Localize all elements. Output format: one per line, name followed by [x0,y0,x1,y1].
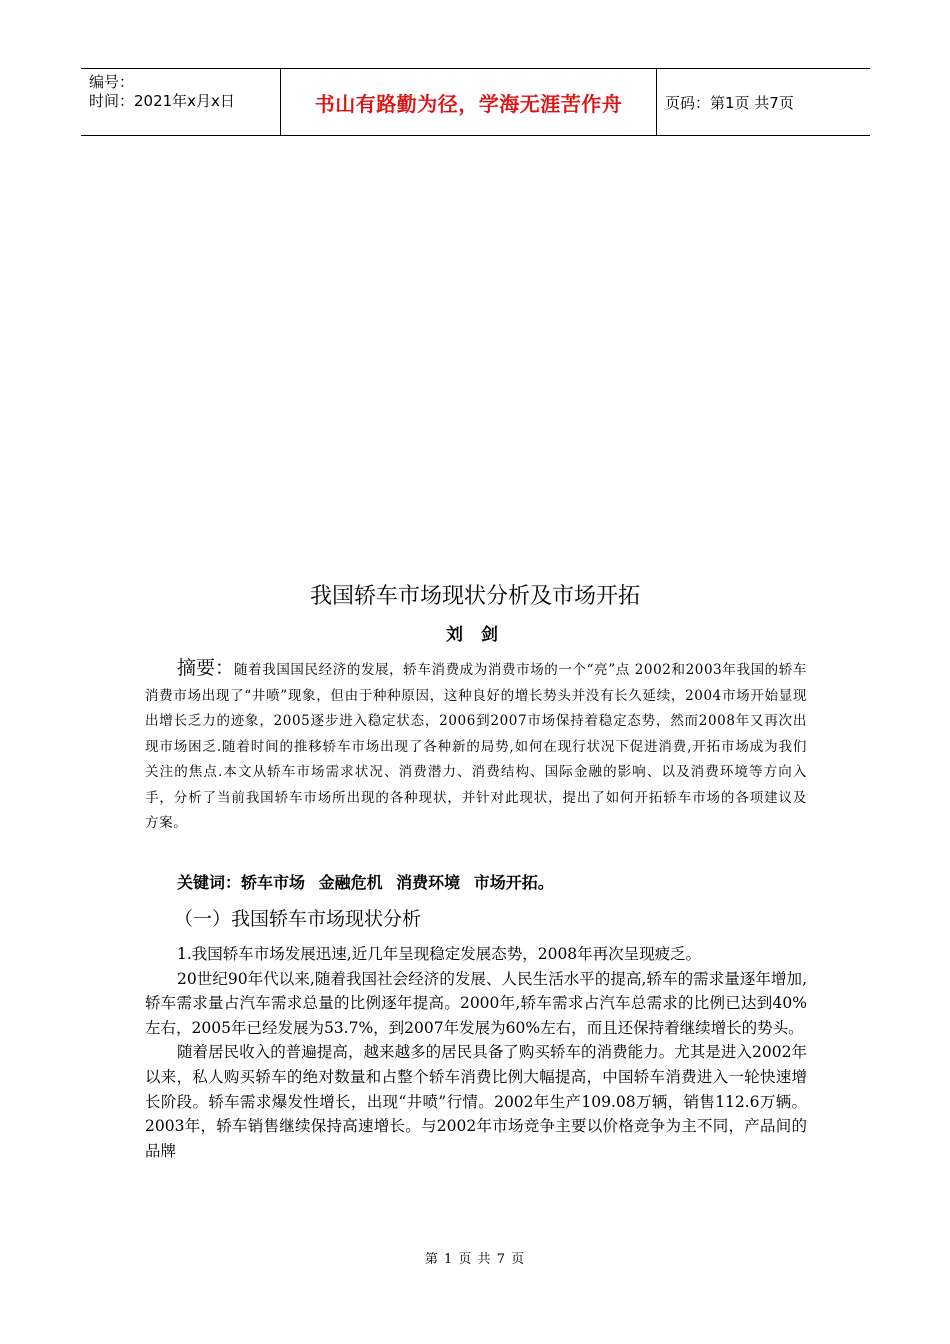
header-number: 编号： [89,73,135,91]
document-author: 刘 剑 [446,625,504,645]
header-meta [81,69,281,135]
section-heading: （一）我国轿车市场现状分析 [174,908,422,930]
abstract [145,656,807,837]
paragraph: 1.我国轿车市场发展迅速,近几年呈现稳定发展态势，2008年再次呈现疲乏。 [177,945,702,963]
header-page-label: 页码：第1页 共7页 [665,93,794,112]
page-header [81,68,870,136]
paragraph: 随着居民收入的普遍提高，越来越多的居民具备了购买轿车的消费能力。尤其是进入2002年以来，私人购买轿车的绝对数量和占整个轿车消费比例大幅提高，中国轿车消费进入一轮快速增长阶段。轿车需求爆发性增长，出现“井喷”行情。2002年生产109.08万辆，销售112.6万辆。2003年，轿车销售继续保持高速增长。与2002年市场竞争主要以价格竞争为主不同，产品间的品牌 [145,1043,807,1160]
header-time: 时间：2021年x月x日 [89,92,235,110]
body-text [145,942,807,1163]
document-title: 我国轿车市场现状分析及市场开拓 [309,584,640,609]
abstract-label: 摘要： [177,657,235,679]
paragraph: 20世纪90年代以来,随着我国社会经济的发展、人民生活水平的提高,轿车的需求量逐年增加,轿车需求量占汽车需求总量的比例逐年提高。2000年,轿车需求占汽车总需求的比例已达到40%左右，2005年已经发展为53.7%，到2007年发展为60%左右，而且还保持着继续增长的势头。 [145,969,807,1037]
keywords: 关键词：轿车市场 金融危机 消费环境 市场开拓。 [177,873,554,892]
abstract-text: 随着我国国民经济的发展，轿车消费成为消费市场的一个“亮”点 2002和2003年我国的轿车消费市场出现了“井喷”现象，但由于种种原因，这种良好的增长势头并没有长久延续，2004市场开始显现出增长乏力的迹象，2005逐步进入稳定状态，2006到2007市场保持着稳定态势，然而2008年又再次出现市场困乏.随着时间的推移轿车市场出现了各种新的局势,如何在现行状况下促进消费,开拓市场成为我们关注的焦点.本文从轿车市场需求状况、消费潜力、消费结构、国际金融的影响、以及消费环境等方向入手，分析了当前我国轿车市场所出现的各种现状，并针对此现状，提出了如何开拓轿车市场的各项建议及方案。 [145,662,807,831]
header-motto: 书山有路勤为径，学海无涯苦作舟 [281,69,657,135]
page-footer: 第 1 页 共 7 页 [424,1252,526,1267]
